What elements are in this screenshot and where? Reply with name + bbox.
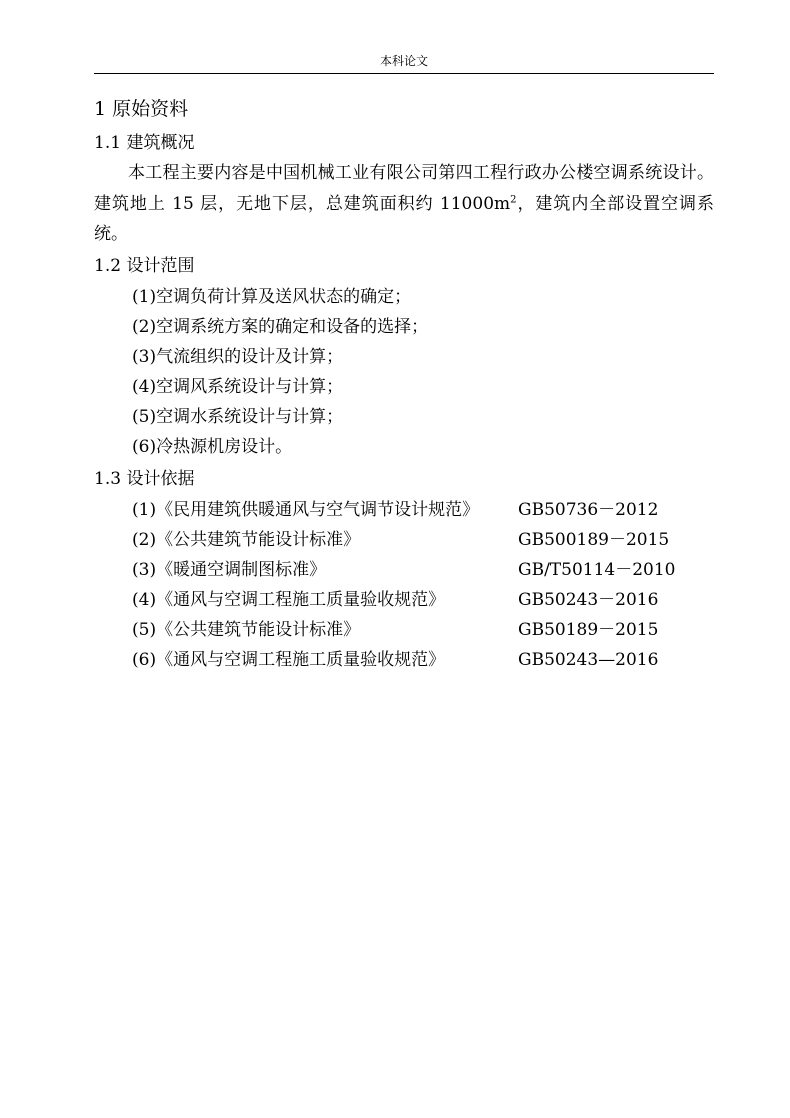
building-overview-paragraph xyxy=(94,158,714,250)
reference-item xyxy=(132,615,692,645)
reference-title: (4)《通风与空调工程施工质量验收规范》 xyxy=(132,590,446,610)
page-header: 本科论文 xyxy=(379,54,428,68)
reference-title: (6)《通风与空调工程施工质量验收规范》 xyxy=(132,650,446,670)
reference-item xyxy=(132,525,692,555)
reference-code: GB50736－2012 xyxy=(518,500,659,520)
reference-code: GB50189－2015 xyxy=(518,620,659,640)
reference-code: GB50243—2016 xyxy=(518,650,659,670)
section-1-heading: 1 原始资料 xyxy=(94,98,189,120)
list-item: (2)空调系统方案的确定和设备的选择； xyxy=(132,317,429,337)
reference-code: GB/T50114－2010 xyxy=(518,560,676,580)
list-item: (5)空调水系统设计与计算； xyxy=(132,407,344,427)
list-item: (3)气流组织的设计及计算； xyxy=(132,347,344,367)
overview-text-part1: 本工程主要内容是中国机械工业有限公司第四工程行政办公楼空调系统设计。建筑地上 15 层，无地下层，总建筑面积约 11000m xyxy=(94,163,714,214)
reference-item xyxy=(132,645,692,675)
section-1-2-heading: 1.2 设计范围 xyxy=(94,256,195,276)
list-item: (1)空调负荷计算及送风状态的确定； xyxy=(132,287,412,307)
list-item: (6)冷热源机房设计。 xyxy=(132,437,293,457)
overview-text-part2: ，建筑内全部设置空调系统。 xyxy=(94,193,714,244)
header-divider xyxy=(94,73,714,74)
reference-title: (2)《公共建筑节能设计标准》 xyxy=(132,530,361,550)
list-item: (4)空调风系统设计与计算； xyxy=(132,377,344,397)
reference-item xyxy=(132,585,692,615)
section-1-1-heading: 1.1 建筑概况 xyxy=(94,133,195,153)
reference-code: GB500189－2015 xyxy=(518,530,670,550)
overview-superscript: 2 xyxy=(510,193,517,205)
reference-item xyxy=(132,495,692,525)
reference-item xyxy=(132,555,692,585)
reference-title: (1)《民用建筑供暖通风与空气调节设计规范》 xyxy=(132,500,480,520)
design-scope-list xyxy=(132,282,428,462)
section-1-3-heading: 1.3 设计依据 xyxy=(94,469,195,489)
reference-title: (5)《公共建筑节能设计标准》 xyxy=(132,620,361,640)
design-basis-list xyxy=(132,495,692,675)
reference-title: (3)《暖通空调制图标准》 xyxy=(132,560,327,580)
reference-code: GB50243－2016 xyxy=(518,590,659,610)
